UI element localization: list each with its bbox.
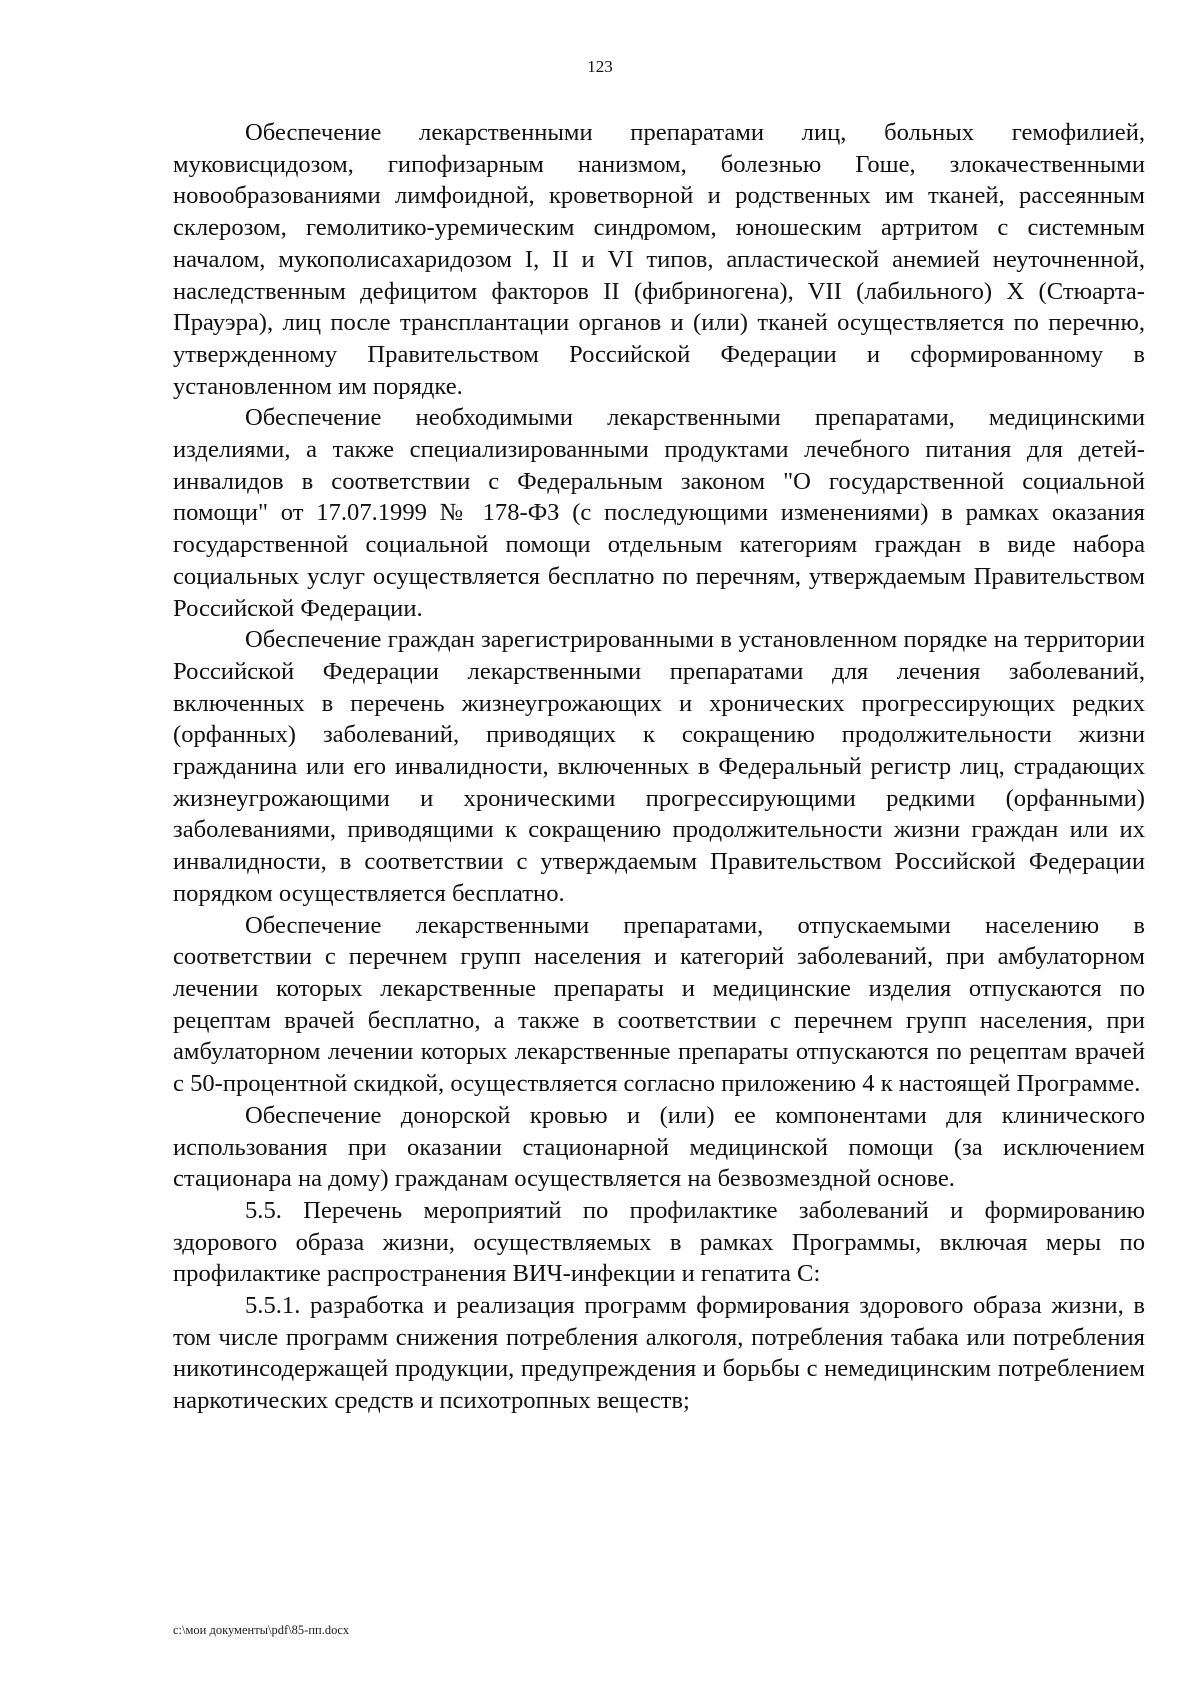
paragraph-section-5-5-1: 5.5.1. разработка и реализация программ формирования здорового образа жизни, в том числе программ снижения потребления алкоголя, потребления табака или потребления никотинсодержащей продукции, предупреждения и борьбы с немедицинским потреблением наркотических средств и психотропных веществ;	[173, 1292, 1145, 1415]
footer-file-path: c:\мои документы\pdf\85-пп.docx	[173, 1623, 350, 1637]
document-body	[173, 117, 1145, 1417]
paragraph-donor-blood: Обеспечение донорской кровью и (или) ее компонентами для клинического использования при оказании стационарной медицинской помощи (за исключением стационара на дому) гражданам осуществляется на безвозмездной основе.	[173, 1101, 1145, 1193]
paragraph-hemophilia-drugs: Обеспечение лекарственными препаратами лиц, больных гемофилией, муковисцидозом, гипофизарным нанизмом, болезнью Гоше, злокачественными новообразованиями лимфоидной, кроветворной и родственных им тканей, рассеянным склерозом, гемолитико-уремическим синдромом, юношеским артритом с системным началом, мукополисахаридозом I, II и VI типов, апластической анемией неуточненной, наследственным дефицитом факторов II (фибриногена), VII (лабильного) X (Стюарта-Прауэра), лиц после трансплантации органов и (или) тканей осуществляется по перечню, утвержденному Правительством Российской Федерации и сформированному в установленном им порядке.	[173, 119, 1145, 400]
paragraph-section-5-5: 5.5. Перечень мероприятий по профилактике заболеваний и формированию здорового образа жизни, осуществляемых в рамках Программы, включая меры по профилактике распространения ВИЧ-инфекции и гепатита С:	[173, 1196, 1145, 1288]
page-number: 123	[587, 57, 613, 76]
paragraph-outpatient-prescriptions: Обеспечение лекарственными препаратами, отпускаемыми населению в соответствии с перечнем групп населения и категорий заболеваний, при амбулаторном лечении которых лекарственные препараты и медицинские изделия отпускаются по рецептам врачей бесплатно, а также в соответствии с перечнем групп населения, при амбулаторном лечении которых лекарственные препараты отпускаются по рецептам врачей с 50-процентной скидкой, осуществляется согласно приложению 4 к настоящей Программе.	[173, 911, 1145, 1098]
paragraph-orphan-diseases-drugs: Обеспечение граждан зарегистрированными в установленном порядке на территории Российской Федерации лекарственными препаратами для лечения заболеваний, включенных в перечень жизнеугрожающих и хронических прогрессирующих редких (орфанных) заболеваний, приводящих к сокращению продолжительности жизни гражданина или его инвалидности, включенных в Федеральный регистр лиц, страдающих жизнеугрожающими и хроническими прогрессирующими редкими (орфанными) заболеваниями, приводящими к сокращению продолжительности жизни граждан или их инвалидности, в соответствии с утверждаемым Правительством Российской Федерации порядком осуществляется бесплатно.	[173, 626, 1145, 907]
paragraph-disabled-children-drugs: Обеспечение необходимыми лекарственными препаратами, медицинскими изделиями, а также специализированными продуктами лечебного питания для детей-инвалидов в соответствии с Федеральным законом "О государственной социальной помощи" от 17.07.1999 № 178-ФЗ (с последующими изменениями) в рамках оказания государственной социальной помощи отдельным категориям граждан в виде набора социальных услуг осуществляется бесплатно по перечням, утверждаемым Правительством Российской Федерации.	[173, 404, 1145, 622]
